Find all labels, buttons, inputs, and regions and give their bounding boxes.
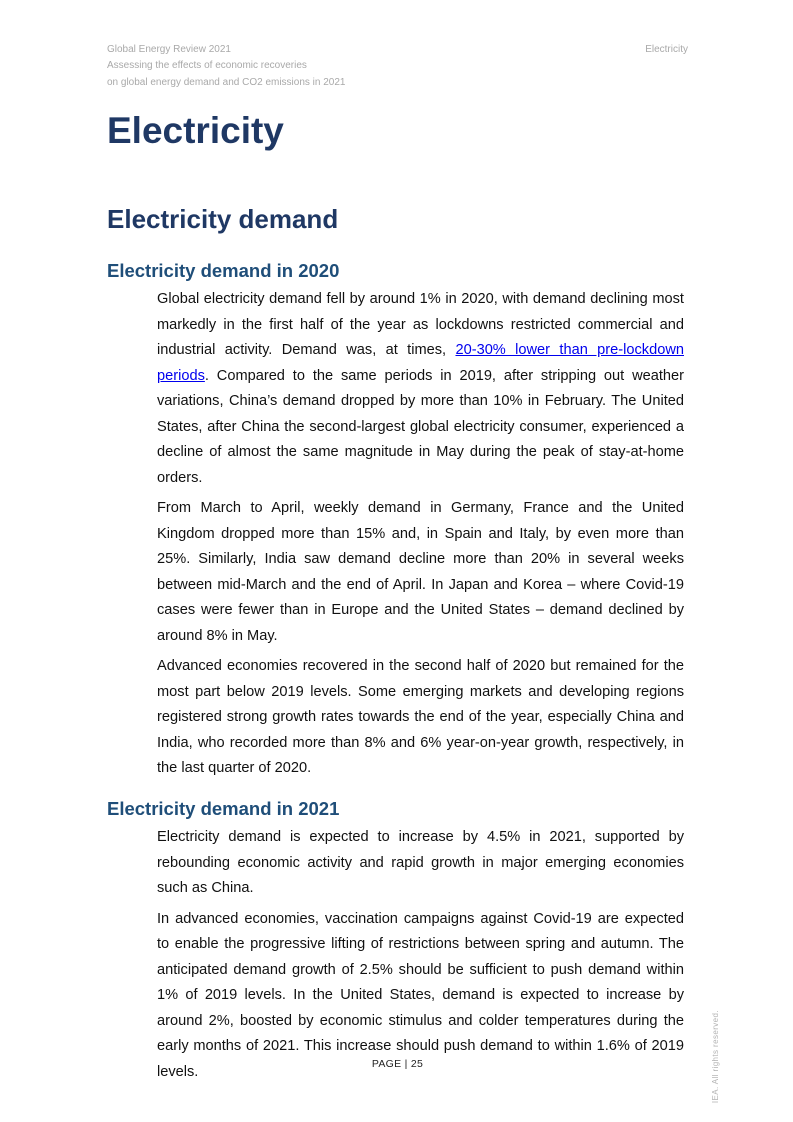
header-doc-subtitle-line2: on global energy demand and CO2 emissions in 2021 [107, 76, 346, 88]
paragraph-demand-2021-1: Electricity demand is expected to increase by 4.5% in 2021, supported by rebounding economic activity and rapid growth in major emerging economies such as China. [157, 829, 684, 897]
header-chapter-label: Electricity [645, 44, 688, 55]
header-doc-title: Global Energy Review 2021 [107, 44, 231, 55]
subsection-heading-demand-2020: Electricity demand in 2020 [107, 260, 340, 282]
paragraph-text-before-link: Global electricity demand fell by around 1% in 2020, with demand declining most markedly in the first half of the year as lockdowns restricted commercial and industrial activity. Demand was, at times, [157, 291, 684, 359]
paragraph-text-after-link: . Compared to the same periods in 2019, after stripping out weather variations, China’s demand dropped by more than 10% in February. The United States, after China the second-largest global electricity consumer, experienced a decline of almost the same magnitude in May during the peak of stay-at-home orders. [157, 367, 684, 486]
page-header [107, 42, 688, 91]
paragraph-demand-2020-3: Advanced economies recovered in the second half of 2020 but remained for the most part below 2019 levels. Some emerging markets and developing regions registered strong growth rates towards the end of the year, especially China and India, who recorded more than 8% and 6% year-on-year growth, respectively, in the last quarter of 2020. [157, 658, 684, 777]
section-heading-electricity-demand: Electricity demand [107, 203, 339, 234]
rights-note: IEA. All rights reserved. [711, 1009, 720, 1103]
chapter-title: Electricity [107, 109, 284, 151]
page-number: PAGE | 25 [371, 1058, 424, 1070]
header-doc-info [107, 42, 346, 91]
header-doc-subtitle-line1: Assessing the effects of economic recoveries [107, 60, 307, 72]
subsection-heading-demand-2021: Electricity demand in 2021 [107, 797, 340, 819]
paragraph-demand-2020-1 [157, 287, 684, 491]
pre-lockdown-periods-link[interactable]: 20-30% lower than pre-lockdown periods [157, 342, 684, 384]
paragraph-demand-2020-2: From March to April, weekly demand in Germany, France and the United Kingdom dropped more than 15% and, in Spain and Italy, by even more than 25%. Similarly, India saw demand decline more than 20% in several weeks between mid-March and the end of April. In Japan and Korea – where Covid-19 cases were fewer than in Europe and the United States – demand declined by around 8% in May. [157, 500, 684, 644]
paragraph-demand-2021-2: In advanced economies, vaccination campaigns against Covid-19 are expected to enable the progressive lifting of restrictions between spring and autumn. The anticipated demand growth of 2.5% should be sufficient to push demand within 1% of 2019 levels. In the United States, demand is expected to increase by around 2%, boosted by economic stimulus and colder temperatures during the early months of 2021. This increase should push demand to within 1.6% of 2019 levels. [157, 910, 684, 1080]
